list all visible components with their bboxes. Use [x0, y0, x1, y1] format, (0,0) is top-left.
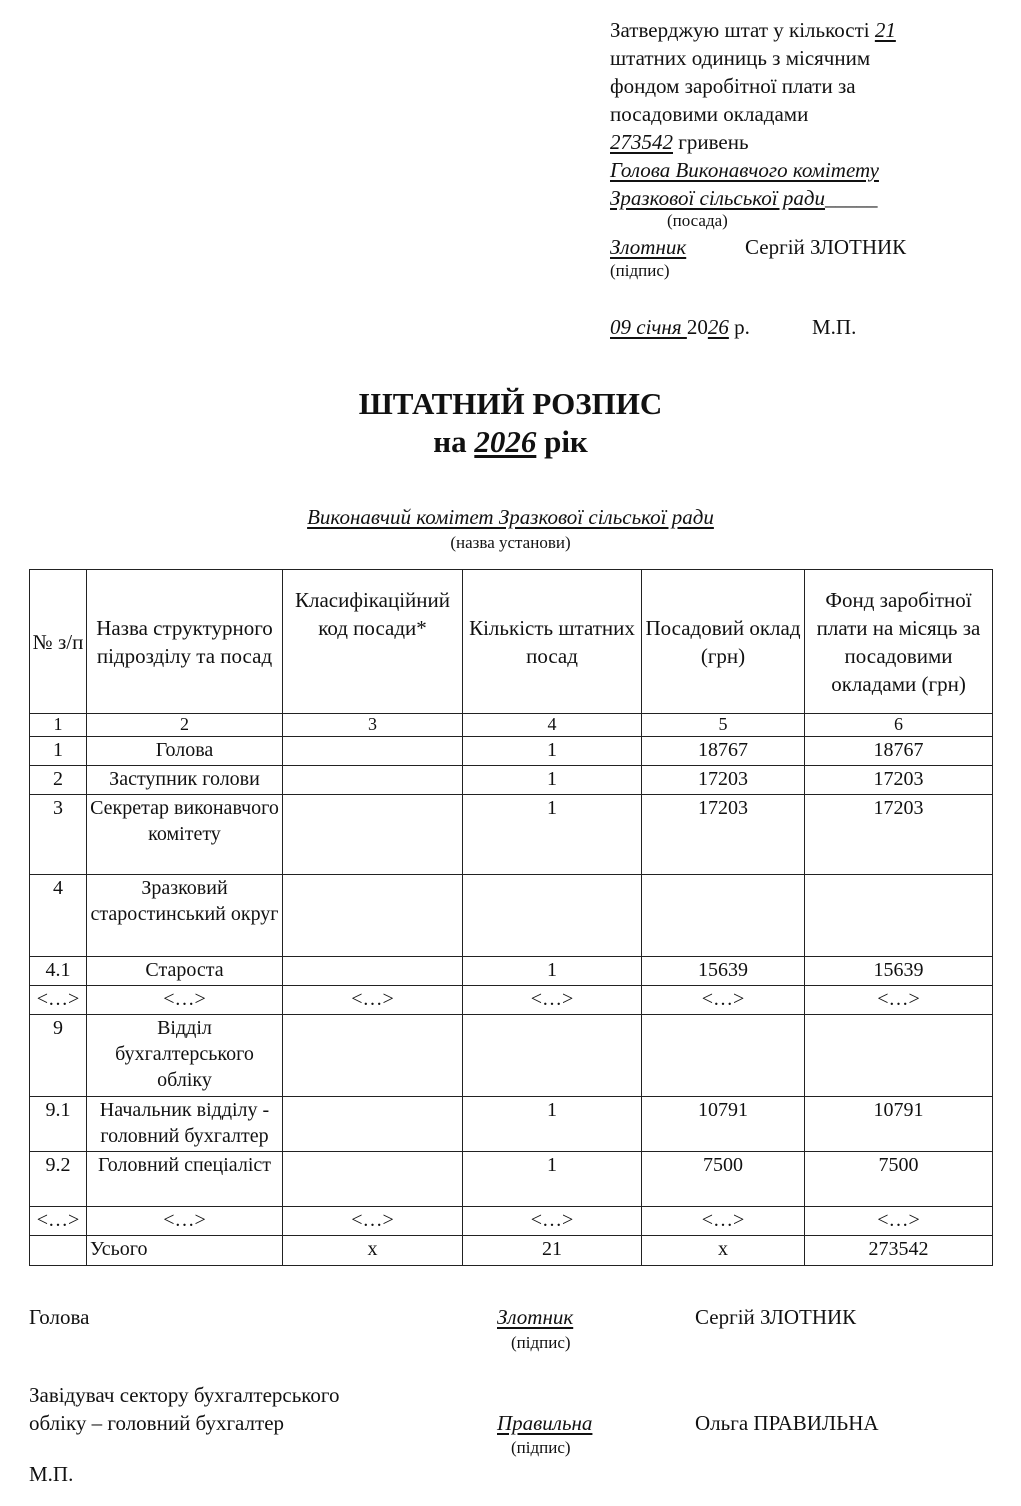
accountant-signature-caption: (підпис) — [511, 1438, 571, 1457]
accountant-title-line-1: Завідувач сектору бухгалтерського — [29, 1383, 340, 1407]
cell-fund: 17203 — [805, 795, 993, 875]
table-row — [30, 766, 993, 795]
cell-quantity: 1 — [463, 1097, 642, 1152]
cell-salary: 7500 — [642, 1152, 805, 1207]
cell-salary: <…> — [642, 986, 805, 1015]
table-row — [30, 986, 993, 1015]
cell-quantity — [463, 1015, 642, 1097]
cell-number: 2 — [30, 766, 87, 795]
cell-quantity: 1 — [463, 766, 642, 795]
cell-number: 1 — [30, 737, 87, 766]
cell-code — [283, 875, 463, 957]
cell-number: 9.1 — [30, 1097, 87, 1152]
cell-fund: <…> — [805, 1207, 993, 1236]
approval-line-4: посадовими окладами — [610, 102, 809, 126]
approval-line-3: фондом заробітної плати за — [610, 74, 856, 98]
cell-fund: 18767 — [805, 737, 993, 766]
cell-fund — [805, 875, 993, 957]
total-label: Усього — [87, 1236, 283, 1266]
cell-number: 3 — [30, 795, 87, 875]
cell-code — [283, 737, 463, 766]
cell-name: Секретар виконавчого комітету — [87, 795, 283, 875]
approval-position-line-2: Зразкової сільської ради_____ — [610, 186, 878, 210]
cell-number: <…> — [30, 986, 87, 1015]
cell-salary — [642, 1015, 805, 1097]
cell-quantity: <…> — [463, 986, 642, 1015]
cell-number: 4.1 — [30, 957, 87, 986]
table-total-row — [30, 1236, 993, 1266]
column-number: 6 — [805, 714, 993, 737]
header-salary: Посадовий оклад (грн) — [642, 570, 805, 714]
cell-name: Староста — [87, 957, 283, 986]
cell-code — [283, 766, 463, 795]
cell-name: <…> — [87, 1207, 283, 1236]
page-title: ШТАТНИЙ РОЗПИС — [358, 386, 663, 421]
column-number: 3 — [283, 714, 463, 737]
accountant-name: Ольга ПРАВИЛЬНА — [695, 1411, 879, 1435]
cell-number: <…> — [30, 1207, 87, 1236]
table-row — [30, 875, 993, 957]
cell-name: <…> — [87, 986, 283, 1015]
cell-salary: 18767 — [642, 737, 805, 766]
table-row — [30, 1207, 993, 1236]
cell-salary: 10791 — [642, 1097, 805, 1152]
cell-name: Головний спеціаліст — [87, 1152, 283, 1207]
cell-salary: 17203 — [642, 795, 805, 875]
cell-number: 9 — [30, 1015, 87, 1097]
cell-name: Заступник голови — [87, 766, 283, 795]
head-title: Голова — [29, 1305, 90, 1329]
cell-quantity: 1 — [463, 1152, 642, 1207]
column-number: 1 — [30, 714, 87, 737]
cell-code — [283, 1015, 463, 1097]
approval-fund-line: 273542 гривень — [610, 130, 749, 154]
cell-salary: 17203 — [642, 766, 805, 795]
table-row — [30, 1152, 993, 1207]
cell-fund: 7500 — [805, 1152, 993, 1207]
cell-fund — [805, 1015, 993, 1097]
cell-code: <…> — [283, 1207, 463, 1236]
column-number-row — [30, 714, 993, 737]
accountant-title-line-2: обліку – головний бухгалтер — [29, 1411, 285, 1435]
table-row — [30, 1097, 993, 1152]
approval-signer-name: Сергій ЗЛОТНИК — [745, 235, 907, 259]
header-quantity: Кількість штатних посад — [463, 570, 642, 714]
approval-staff-count: 21 — [874, 18, 896, 42]
cell-salary — [642, 875, 805, 957]
head-signature-caption: (підпис) — [511, 1333, 571, 1352]
table-row — [30, 957, 993, 986]
approval-line-2: штатних одиниць з місячним — [610, 46, 871, 70]
stamp-mark: М.П. — [29, 1462, 74, 1486]
cell-number: 4 — [30, 875, 87, 957]
column-number: 5 — [642, 714, 805, 737]
cell-name: Голова — [87, 737, 283, 766]
total-fund: 273542 — [805, 1236, 993, 1266]
accountant-signature: Правильна — [497, 1411, 593, 1435]
total-quantity: 21 — [463, 1236, 642, 1266]
head-name: Сергій ЗЛОТНИК — [695, 1305, 857, 1329]
approval-position-caption: (посада) — [667, 211, 728, 230]
cell-quantity: 1 — [463, 795, 642, 875]
title-year: 2026 — [474, 424, 537, 459]
column-number: 2 — [87, 714, 283, 737]
cell-code — [283, 1097, 463, 1152]
approval-position-line-1: Голова Виконавчого комітету — [610, 158, 879, 182]
header-number: № з/п — [30, 570, 87, 714]
cell-name: Зразковий старостинський округ — [87, 875, 283, 957]
approval-stamp: М.П. — [812, 315, 857, 339]
header-fund: Фонд заробітної плати на місяць за посадовими окладами (грн) — [805, 570, 993, 714]
cell-quantity: <…> — [463, 1207, 642, 1236]
total-code: х — [283, 1236, 463, 1266]
cell-number — [30, 1236, 87, 1266]
cell-quantity — [463, 875, 642, 957]
cell-number: 9.2 — [30, 1152, 87, 1207]
approval-date: 09 січня 2026 р. — [610, 315, 750, 339]
page-subtitle: на 2026 рік — [433, 424, 588, 459]
cell-fund: <…> — [805, 986, 993, 1015]
table-row — [30, 795, 993, 875]
cell-name: Відділ бухгалтерського обліку — [87, 1015, 283, 1097]
total-salary: х — [642, 1236, 805, 1266]
organization-caption: (назва установи) — [450, 533, 571, 552]
cell-quantity: 1 — [463, 737, 642, 766]
table-header-row — [30, 570, 993, 714]
organization-name: Виконавчий комітет Зразкової сільської ради — [307, 505, 714, 529]
cell-quantity: 1 — [463, 957, 642, 986]
approval-signature-caption: (підпис) — [610, 261, 670, 280]
cell-code — [283, 957, 463, 986]
cell-code — [283, 795, 463, 875]
cell-name: Начальник відділу - головний бухгалтер — [87, 1097, 283, 1152]
approval-signature: Злотник — [610, 235, 687, 259]
header-name: Назва структурного підрозділу та посад — [87, 570, 283, 714]
staff-table — [29, 569, 993, 1266]
header-code: Класифікаційний код посади* — [283, 570, 463, 714]
approval-fund: 273542 — [610, 130, 673, 154]
cell-salary: <…> — [642, 1207, 805, 1236]
table-row — [30, 737, 993, 766]
column-number: 4 — [463, 714, 642, 737]
cell-code — [283, 1152, 463, 1207]
head-signature: Злотник — [497, 1305, 574, 1329]
cell-fund: 10791 — [805, 1097, 993, 1152]
table-row — [30, 1015, 993, 1097]
cell-fund: 15639 — [805, 957, 993, 986]
cell-salary: 15639 — [642, 957, 805, 986]
approval-line-1: Затверджую штат у кількості 21 — [610, 18, 896, 42]
cell-fund: 17203 — [805, 766, 993, 795]
cell-code: <…> — [283, 986, 463, 1015]
